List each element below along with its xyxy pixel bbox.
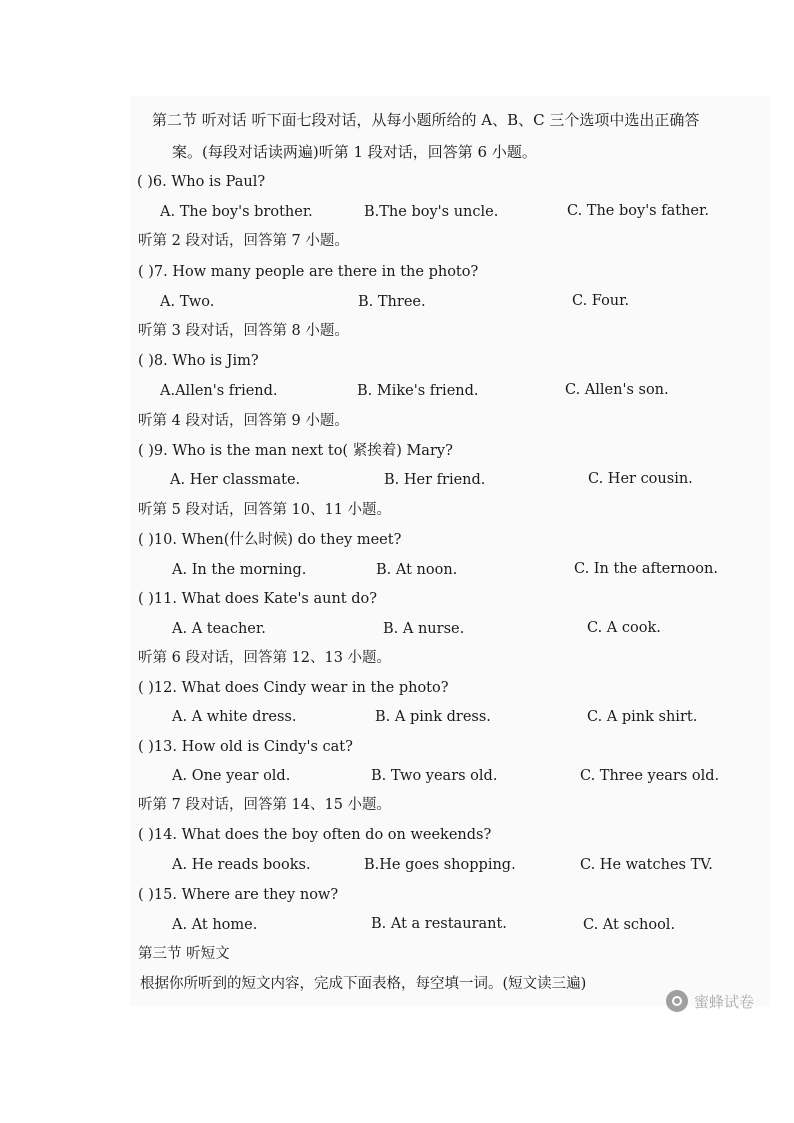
option-10c: C. In the afternoon. — [574, 561, 718, 577]
question-stem-11: ( )11. What does Kate's aunt do? — [138, 591, 378, 607]
question-stem-12: ( )12. What does Cindy wear in the photo? — [138, 680, 449, 696]
option-10b: B. At noon. — [376, 562, 458, 578]
option-9b: B. Her friend. — [384, 472, 486, 488]
dialogue-instruction-3: 听第 3 段对话，回答第 8 小题。 — [138, 323, 349, 339]
option-9c: C. Her cousin. — [588, 471, 693, 487]
dialogue-instruction-2: 听第 2 段对话，回答第 7 小题。 — [138, 233, 349, 249]
option-15a: A. At home. — [172, 917, 258, 933]
option-7c: C. Four. — [572, 293, 630, 309]
option-14a: A. He reads books. — [172, 857, 311, 873]
question-stem-6: ( )6. Who is Paul? — [137, 174, 266, 190]
option-12a: A. A white dress. — [172, 709, 297, 725]
option-11c: C. A cook. — [587, 620, 661, 636]
question-stem-9: ( )9. Who is the man next to( 紧挨着) Mary? — [138, 443, 453, 459]
option-7a: A. Two. — [160, 294, 215, 310]
option-6b: B.The boy's uncle. — [364, 204, 499, 220]
dialogue-instruction-5: 听第 5 段对话，回答第 10、11 小题。 — [138, 502, 392, 518]
option-11b: B. A nurse. — [383, 621, 465, 637]
question-stem-10: ( )10. When(什么时候) do they meet? — [138, 532, 402, 548]
dialogue-instruction-7: 听第 7 段对话，回答第 14、15 小题。 — [138, 797, 392, 813]
option-14c: C. He watches TV. — [580, 857, 713, 873]
option-6c: C. The boy's father. — [567, 203, 709, 219]
section3-instruction: 根据你所听到的短文内容，完成下面表格，每空填一词。(短文读三遍) — [140, 976, 587, 992]
question-stem-15: ( )15. Where are they now? — [138, 887, 339, 903]
option-8b: B. Mike's friend. — [357, 383, 479, 399]
option-13b: B. Two years old. — [371, 768, 498, 784]
option-7b: B. Three. — [358, 294, 426, 310]
option-6a: A. The boy's brother. — [160, 204, 313, 220]
section2-heading-line1: 第二节 听对话 听下面七段对话，从每小题所给的 A、B、C 三个选项中选出正确答 — [152, 111, 700, 129]
section3-heading: 第三节 听短文 — [138, 946, 230, 962]
option-15c: C. At school. — [583, 917, 676, 933]
option-8a: A.Allen's friend. — [160, 383, 278, 399]
option-10a: A. In the morning. — [172, 562, 307, 578]
watermark — [666, 990, 754, 1012]
camera-icon — [666, 990, 688, 1012]
question-stem-7: ( )7. How many people are there in the photo? — [138, 264, 479, 280]
question-stem-13: ( )13. How old is Cindy's cat? — [138, 739, 353, 755]
option-12b: B. A pink dress. — [375, 709, 491, 725]
question-stem-8: ( )8. Who is Jim? — [138, 353, 259, 369]
dialogue-instruction-6: 听第 6 段对话，回答第 12、13 小题。 — [138, 650, 392, 666]
option-14b: B.He goes shopping. — [364, 857, 516, 873]
section2-heading-line2: 案。(每段对话读两遍)听第 1 段对话，回答第 6 小题。 — [172, 143, 537, 161]
option-13c: C. Three years old. — [580, 768, 720, 784]
option-11a: A. A teacher. — [172, 621, 266, 637]
watermark-text: 蜜蜂试卷 — [694, 992, 755, 1011]
option-12c: C. A pink shirt. — [587, 709, 698, 725]
option-9a: A. Her classmate. — [170, 472, 301, 488]
option-13a: A. One year old. — [172, 768, 291, 784]
dialogue-instruction-4: 听第 4 段对话，回答第 9 小题。 — [138, 413, 349, 429]
question-stem-14: ( )14. What does the boy often do on weekends? — [138, 827, 492, 843]
option-8c: C. Allen's son. — [565, 382, 669, 398]
option-15b: B. At a restaurant. — [371, 916, 507, 932]
